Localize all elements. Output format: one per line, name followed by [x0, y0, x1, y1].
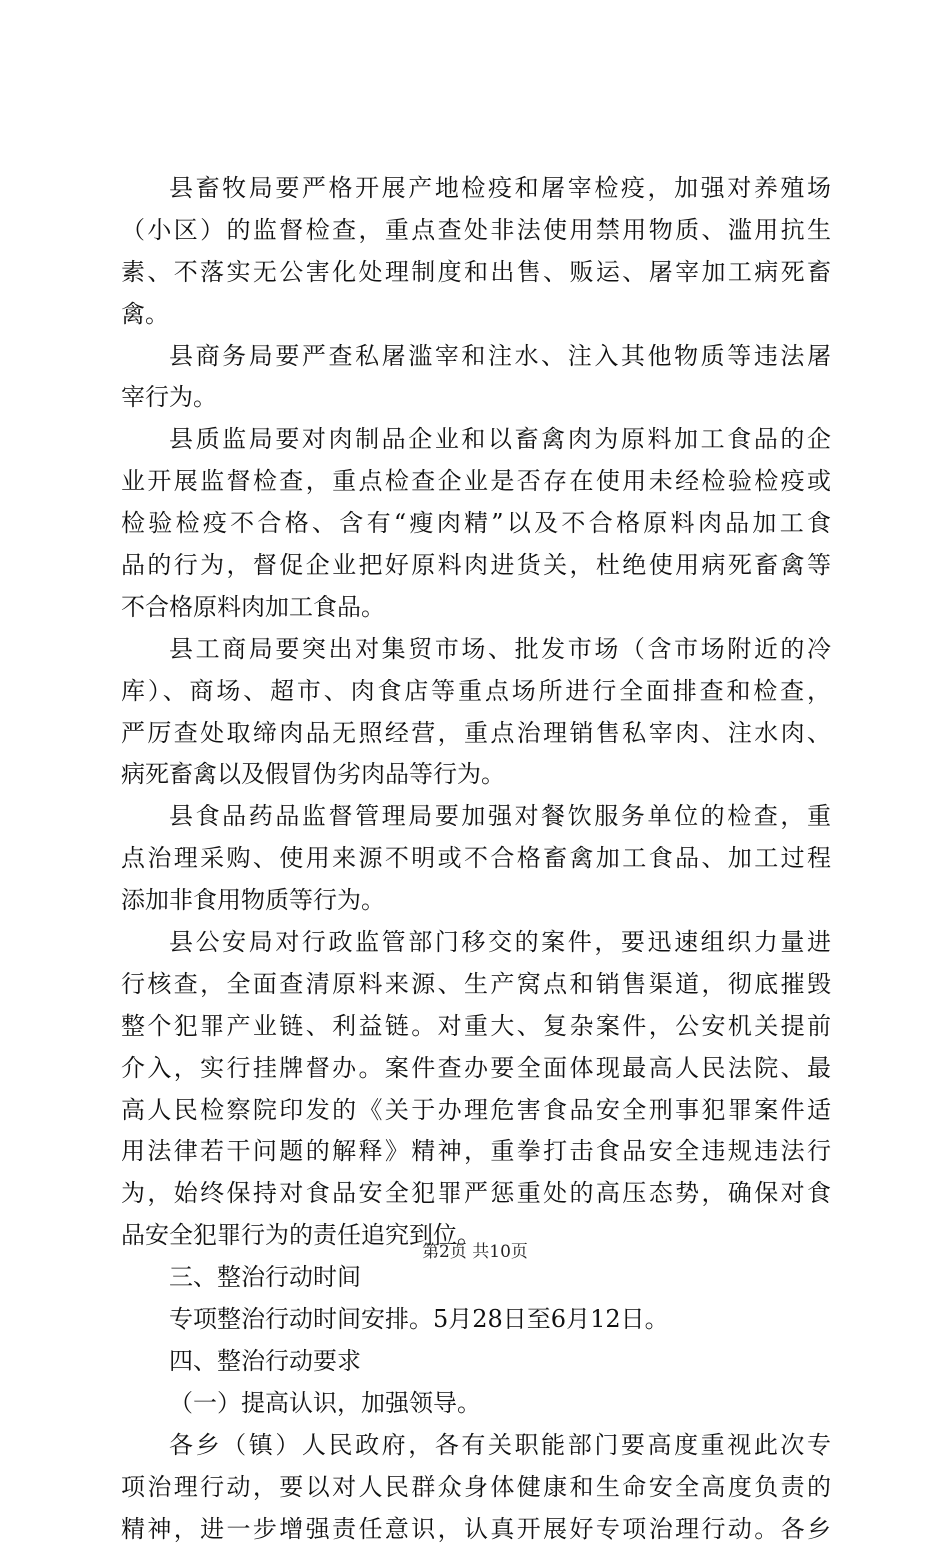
paragraph-line: 整个犯罪产业链、利益链。对重大、复杂案件，公安机关提前 [121, 1006, 831, 1048]
paragraph-line: 宰行为。 [121, 377, 831, 419]
paragraph-line: 高人民检察院印发的《关于办理危害食品安全刑事犯罪案件适 [121, 1090, 831, 1132]
paragraph-line: 点治理采购、使用来源不明或不合格畜禽加工食品、加工过程 [121, 838, 831, 880]
subsection-heading: （一）提高认识，加强领导。 [121, 1383, 831, 1425]
section-heading: 三、整治行动时间 [121, 1257, 831, 1299]
paragraph-line: 精神，进一步增强责任意识，认真开展好专项治理行动。各乡 [121, 1509, 831, 1550]
paragraph-line: 品安全犯罪行为的责任追究到位。 [121, 1215, 831, 1257]
paragraph-line: 县食品药品监督管理局要加强对餐饮服务单位的检查，重 [121, 796, 831, 838]
paragraph-line: 县公安局对行政监管部门移交的案件，要迅速组织力量进 [121, 922, 831, 964]
paragraph-line: 品的行为，督促企业把好原料肉进货关，杜绝使用病死畜禽等 [121, 545, 831, 587]
paragraph-line: 专项整治行动时间安排。5月28日至6月12日。 [121, 1299, 831, 1341]
paragraph-line: 严厉查处取缔肉品无照经营，重点治理销售私宰肉、注水肉、 [121, 713, 831, 755]
paragraph-line: 素、不落实无公害化处理制度和出售、贩运、屠宰加工病死畜 [121, 252, 831, 294]
page-number-footer: 第2页 共10页 [0, 1240, 950, 1264]
paragraph-line: 为，始终保持对食品安全犯罪严惩重处的高压态势，确保对食 [121, 1173, 831, 1215]
section-heading: 四、整治行动要求 [121, 1341, 831, 1383]
paragraph-line: 检验检疫不合格、含有“瘦肉精”以及不合格原料肉品加工食 [121, 503, 831, 545]
paragraph-line: 禽。 [121, 294, 831, 336]
paragraph-line: 县工商局要突出对集贸市场、批发市场（含市场附近的冷 [121, 629, 831, 671]
paragraph-line: 不合格原料肉加工食品。 [121, 587, 831, 629]
document-body [121, 168, 831, 1550]
paragraph-line: 用法律若干问题的解释》精神，重拳打击食品安全违规违法行 [121, 1131, 831, 1173]
paragraph-line: 业开展监督检查，重点检查企业是否存在使用未经检验检疫或 [121, 461, 831, 503]
paragraph-line: 病死畜禽以及假冒伪劣肉品等行为。 [121, 754, 831, 796]
paragraph-line: 县畜牧局要严格开展产地检疫和屠宰检疫，加强对养殖场 [121, 168, 831, 210]
paragraph-line: 介入，实行挂牌督办。案件查办要全面体现最高人民法院、最 [121, 1048, 831, 1090]
paragraph-line: （小区）的监督检查，重点查处非法使用禁用物质、滥用抗生 [121, 210, 831, 252]
paragraph-line: 项治理行动，要以对人民群众身体健康和生命安全高度负责的 [121, 1467, 831, 1509]
paragraph-line: 行核查，全面查清原料来源、生产窝点和销售渠道，彻底摧毁 [121, 964, 831, 1006]
paragraph-line: 县商务局要严查私屠滥宰和注水、注入其他物质等违法屠 [121, 336, 831, 378]
paragraph-line: 添加非食用物质等行为。 [121, 880, 831, 922]
paragraph-line: 各乡（镇）人民政府，各有关职能部门要高度重视此次专 [121, 1425, 831, 1467]
paragraph-line: 县质监局要对肉制品企业和以畜禽肉为原料加工食品的企 [121, 419, 831, 461]
paragraph-line: 库）、商场、超市、肉食店等重点场所进行全面排查和检查， [121, 671, 831, 713]
